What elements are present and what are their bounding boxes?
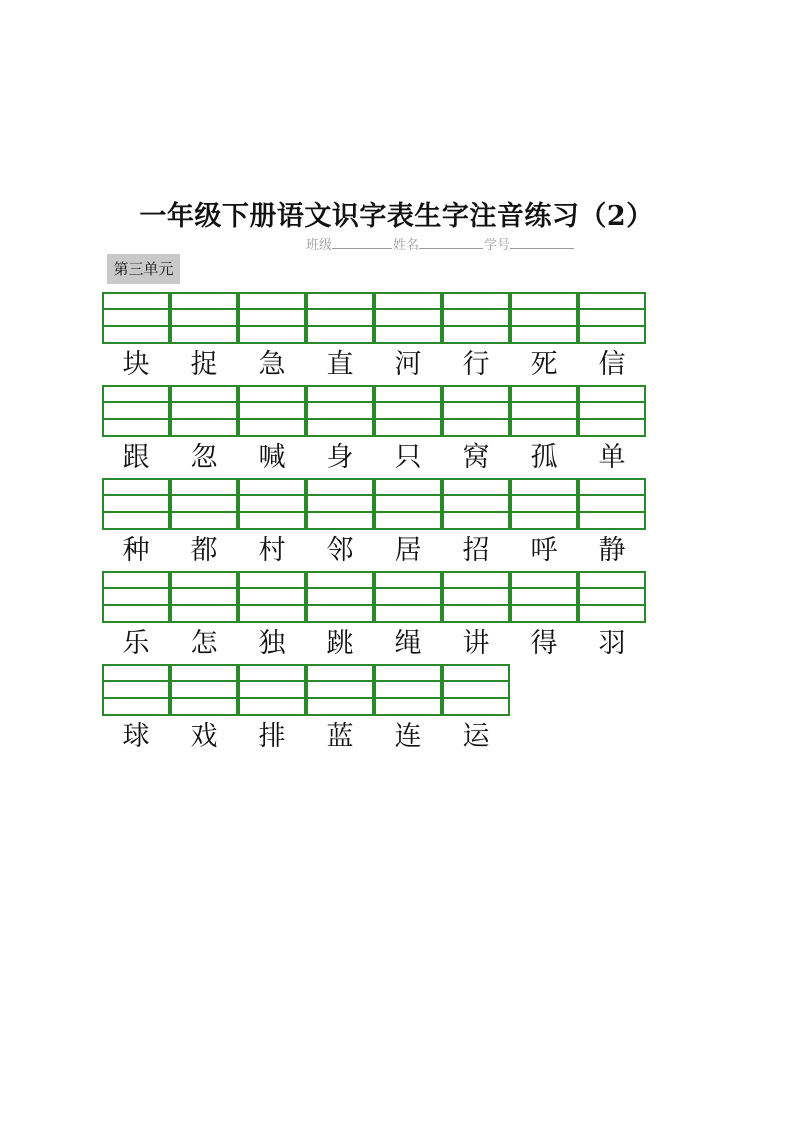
pinyin-grid-row [102,664,510,714]
hanzi-character: 捉 [190,349,218,380]
hanzi-character: 连 [394,721,422,752]
hanzi-character: 邻 [326,535,354,566]
hanzi-character: 得 [530,628,558,659]
hanzi-character: 村 [258,535,286,566]
pinyin-box[interactable] [170,478,238,530]
hanzi-character: 独 [258,628,286,659]
hanzi-character: 跟 [122,442,150,473]
character-row [102,347,646,383]
hanzi-character: 身 [326,442,354,473]
hanzi-character: 喊 [258,442,286,473]
pinyin-box[interactable] [102,664,170,716]
hanzi-character: 羽 [598,628,626,659]
character-row [102,440,646,476]
name-blank[interactable] [419,236,483,249]
pinyin-box[interactable] [374,292,442,344]
hanzi-character: 蓝 [326,721,354,752]
hanzi-character: 块 [122,349,150,380]
hanzi-character: 只 [394,442,422,473]
pinyin-grid-row [102,385,646,435]
hanzi-character: 种 [122,535,150,566]
pinyin-box[interactable] [102,571,170,623]
unit-label: 第三单元 [107,254,180,284]
pinyin-box[interactable] [510,478,578,530]
hanzi-character: 河 [394,349,422,380]
character-row [102,533,646,569]
pinyin-box[interactable] [238,385,306,437]
hanzi-character: 急 [258,349,286,380]
pinyin-box[interactable] [170,292,238,344]
pinyin-box[interactable] [306,292,374,344]
pinyin-box[interactable] [374,571,442,623]
hanzi-character: 绳 [394,628,422,659]
pinyin-grid-row [102,292,646,342]
pinyin-box[interactable] [510,385,578,437]
pinyin-grid-row [102,478,646,528]
pinyin-box[interactable] [102,385,170,437]
worksheet-title: 一年级下册语文识字表生字注音练习（2） [139,201,654,232]
name-label: 姓名 [393,238,420,253]
pinyin-box[interactable] [578,385,646,437]
pinyin-grid-row [102,571,646,621]
hanzi-character: 行 [462,349,490,380]
pinyin-box[interactable] [442,478,510,530]
hanzi-character: 静 [598,535,626,566]
hanzi-character: 呼 [530,535,558,566]
pinyin-box[interactable] [578,571,646,623]
pinyin-box[interactable] [306,385,374,437]
pinyin-box[interactable] [170,385,238,437]
pinyin-box[interactable] [578,478,646,530]
hanzi-character: 排 [258,721,286,752]
hanzi-character: 直 [326,349,354,380]
hanzi-character: 死 [530,349,558,380]
hanzi-character: 球 [122,721,150,752]
character-row [102,719,510,755]
hanzi-character: 招 [462,535,490,566]
hanzi-character: 信 [598,349,626,380]
pinyin-box[interactable] [102,292,170,344]
character-row [102,626,646,662]
hanzi-character: 跳 [326,628,354,659]
hanzi-character: 乐 [122,628,150,659]
hanzi-character: 运 [462,721,490,752]
pinyin-box[interactable] [306,478,374,530]
pinyin-box[interactable] [238,292,306,344]
pinyin-box[interactable] [238,664,306,716]
pinyin-box[interactable] [170,664,238,716]
pinyin-box[interactable] [238,571,306,623]
pinyin-box[interactable] [374,385,442,437]
class-blank[interactable] [332,236,392,249]
hanzi-character: 都 [190,535,218,566]
number-label: 学号 [484,238,511,253]
pinyin-box[interactable] [102,478,170,530]
number-blank[interactable] [510,236,574,249]
hanzi-character: 窝 [462,442,490,473]
pinyin-box[interactable] [306,664,374,716]
pinyin-box[interactable] [578,292,646,344]
pinyin-box[interactable] [510,292,578,344]
hanzi-character: 忽 [190,442,218,473]
pinyin-box[interactable] [442,385,510,437]
hanzi-character: 居 [394,535,422,566]
pinyin-box[interactable] [442,664,510,716]
pinyin-box[interactable] [442,571,510,623]
hanzi-character: 怎 [190,628,218,659]
hanzi-character: 单 [598,442,626,473]
pinyin-box[interactable] [170,571,238,623]
student-info-line [306,234,575,253]
hanzi-character: 孤 [530,442,558,473]
pinyin-box[interactable] [238,478,306,530]
pinyin-box[interactable] [374,664,442,716]
hanzi-character: 讲 [462,628,490,659]
pinyin-box[interactable] [306,571,374,623]
hanzi-character: 戏 [190,721,218,752]
pinyin-box[interactable] [442,292,510,344]
class-label: 班级 [306,238,333,253]
pinyin-box[interactable] [374,478,442,530]
pinyin-box[interactable] [510,571,578,623]
